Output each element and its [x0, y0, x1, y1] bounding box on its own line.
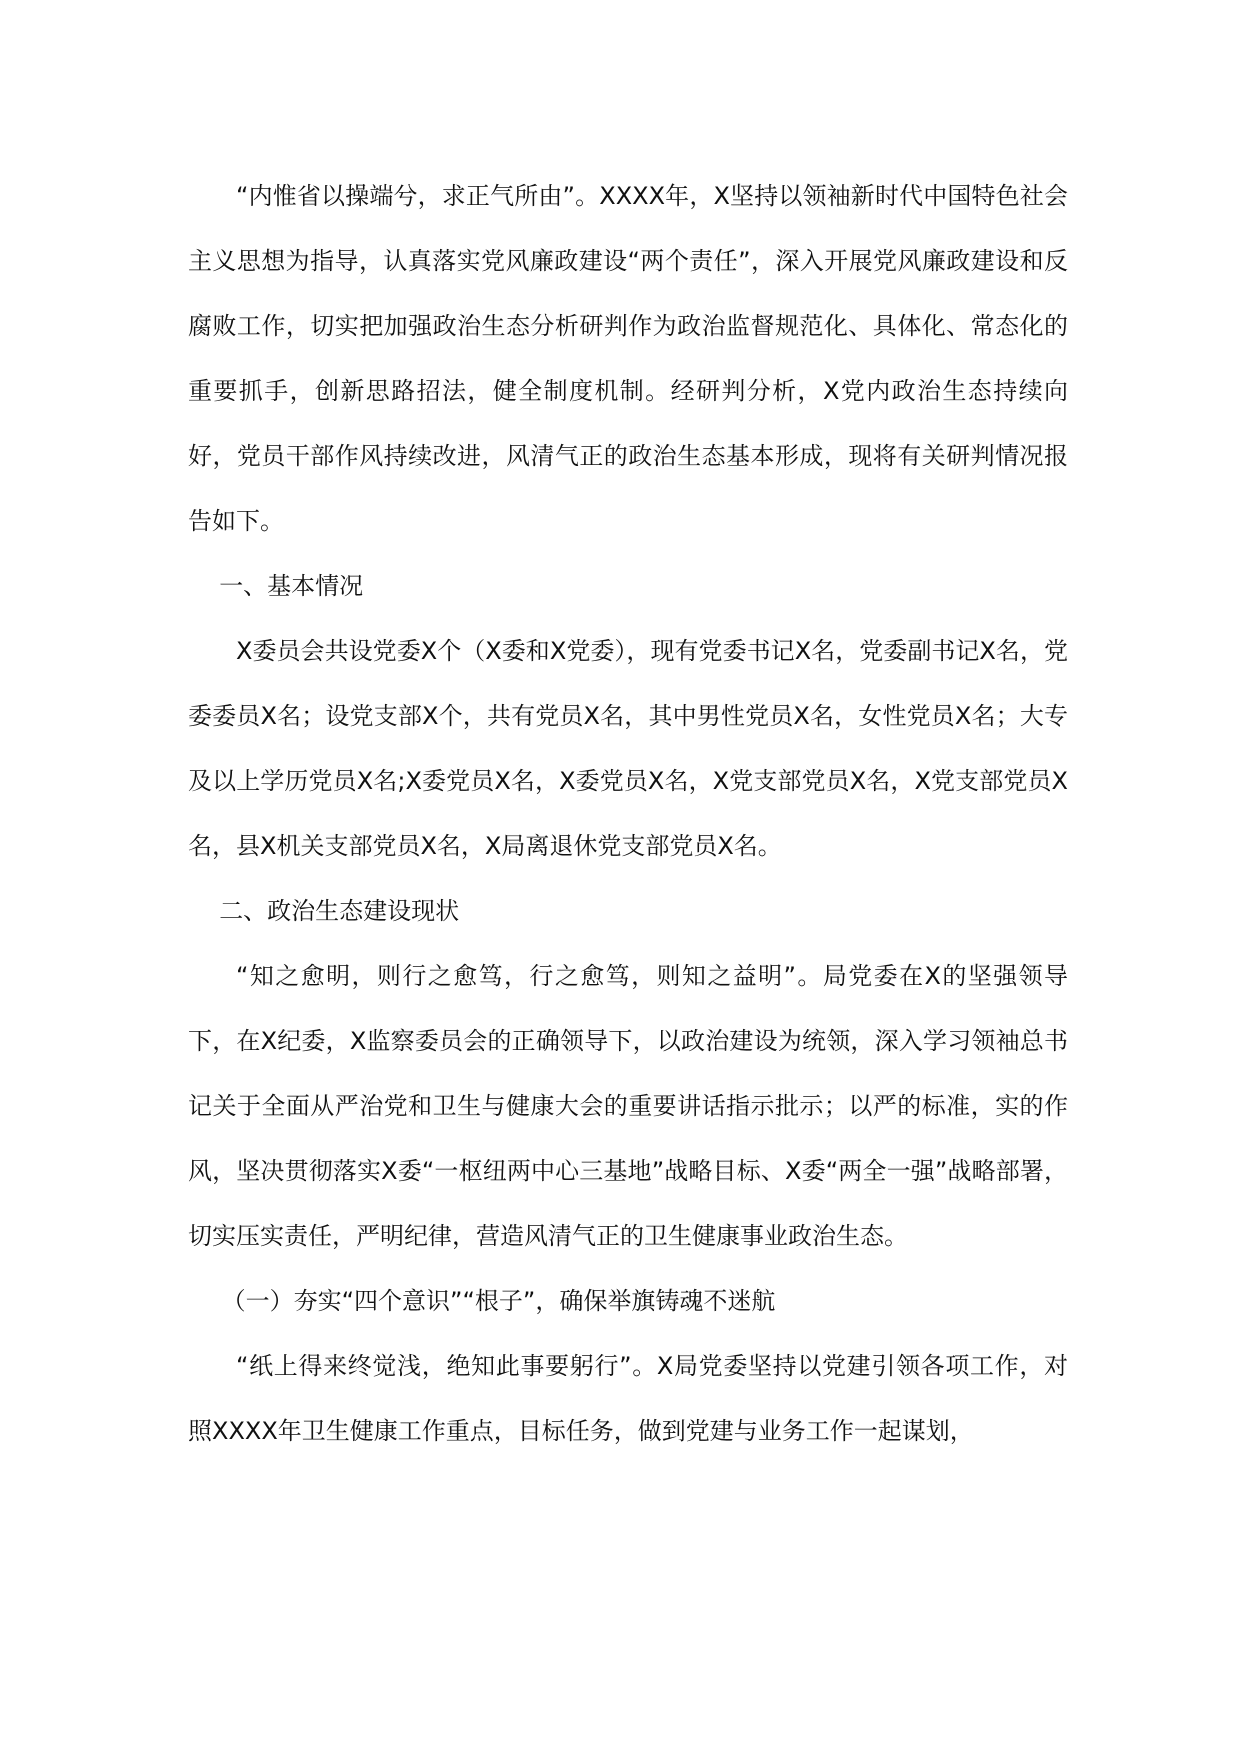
section-heading-political-ecology: 二、政治生态建设现状 — [219, 897, 460, 925]
document-body — [188, 164, 1068, 1464]
four-consciousness-paragraph: “纸上得来终觉浅，绝知此事要躬行”。X局党委坚持以党建引领各项工作，对照XXXX年卫生健康工作重点，目标任务，做到党建与业务工作一起谋划， — [188, 1352, 1068, 1445]
section-heading-basic-situation: 一、基本情况 — [219, 572, 364, 600]
subsection-heading-four-consciousness: （一）夯实“四个意识”“根子”，确保举旗铸魂不迷航 — [221, 1287, 776, 1315]
political-ecology-paragraph: “知之愈明，则行之愈笃，行之愈笃，则知之益明”。局党委在X的坚强领导下，在X纪委，X监察委员会的正确领导下，以政治建设为统领，深入学习领袖总书记关于全面从严治党和卫生与健康大会的重要讲话指示批示；以严的标准，实的作风，坚决贯彻落实X委“一枢纽两中心三基地”战略目标、X委“两全一强”战略部署，切实压实责任，严明纪律，营造风清气正的卫生健康事业政治生态。 — [188, 962, 1068, 1250]
basic-situation-paragraph: X委员会共设党委X个（X委和X党委），现有党委书记X名，党委副书记X名，党委委员X名；设党支部X个，共有党员X名，其中男性党员X名，女性党员X名；大专及以上学历党员X名;X委党员X名，X委党员X名，X党支部党员X名，X党支部党员X名，县X机关支部党员X名，X局离退休党支部党员X名。 — [188, 637, 1068, 860]
intro-paragraph: “内惟省以操端兮，求正气所由”。XXXX年，X坚持以领袖新时代中国特色社会主义思想为指导，认真落实党风廉政建设“两个责任”，深入开展党风廉政建设和反腐败工作，切实把加强政治生态分析研判作为政治监督规范化、具体化、常态化的重要抓手，创新思路招法，健全制度机制。经研判分析，X党内政治生态持续向好，党员干部作风持续改进，风清气正的政治生态基本形成，现将有关研判情况报告如下。 — [188, 182, 1068, 535]
